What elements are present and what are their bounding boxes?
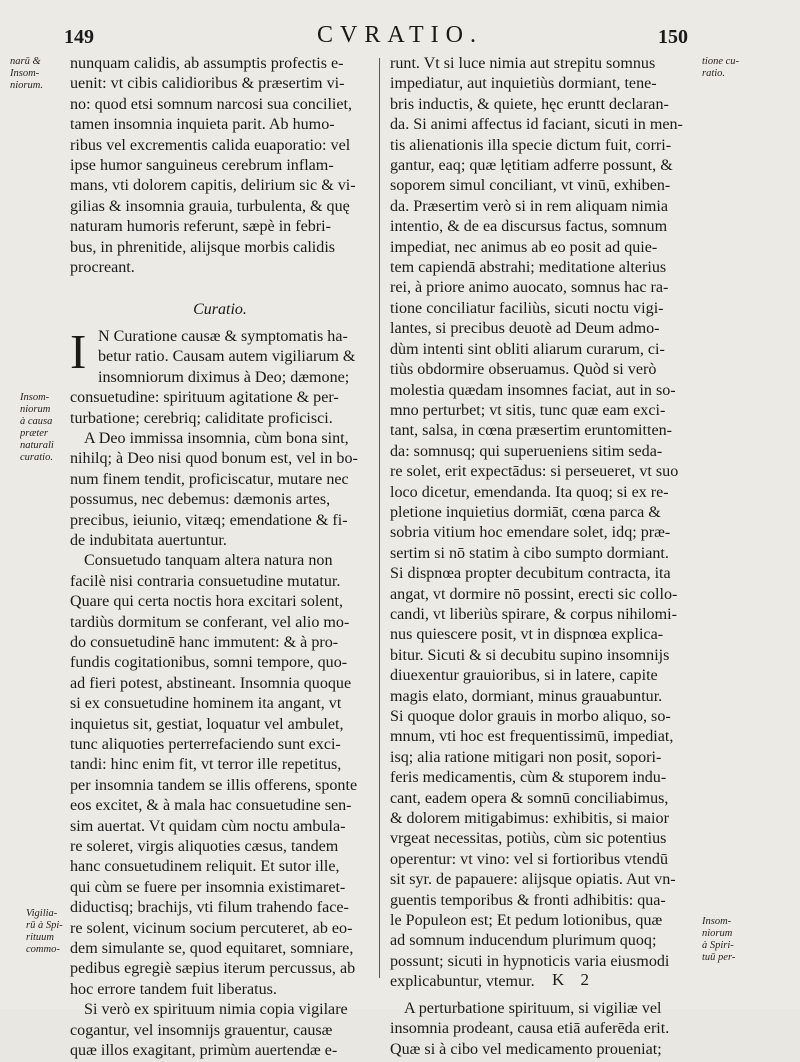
text-line: dem simulante se, quod equitaret, somniare, xyxy=(70,940,354,958)
text-line: commo- xyxy=(26,944,60,955)
column-divider xyxy=(379,58,380,978)
text-line: per insomnia tandem se illis offerens, sponte xyxy=(70,776,358,794)
text-line: Insom- xyxy=(10,68,40,79)
right-paragraph-1 xyxy=(390,54,698,993)
text-line: intentio, & de ea discursus factus, somnum xyxy=(390,218,668,236)
text-line: candi, vt liberiùs spirare, & corpus nihilomi- xyxy=(390,605,677,623)
text-line: niorum xyxy=(20,404,51,415)
text-line: bitur. Sicuti & si decubitu supino insomnijs xyxy=(390,646,670,664)
text-line: cogantur, vel insomnijs grauentur, causæ xyxy=(70,1021,333,1039)
text-line: rituum xyxy=(26,932,55,943)
text-line: A perturbatione spirituum, si vigiliæ vel xyxy=(404,999,662,1017)
text-line: diductisq; brachijs, vti filum trahendo face- xyxy=(70,899,349,917)
text-line: sim auertat. Vt quidam cùm noctu ambula- xyxy=(70,817,346,835)
text-line: Insom- xyxy=(20,392,50,403)
text-line: da: somnusq; qui superueniens sitim seda- xyxy=(390,442,663,460)
left-paragraph-4 xyxy=(70,551,370,1000)
text-line: num finem tendit, proficiscatur, mutare nec xyxy=(70,470,349,488)
text-line: betur ratio. Causam autem vigiliarum & xyxy=(98,348,356,366)
text-line: turbatione; cerebriq; caliditate proficisci. xyxy=(70,409,333,427)
text-line: sertim si nō statim à cibo sumpto dormiant. xyxy=(390,544,669,562)
text-line: do consuetudinē hanc immutent: & à pro- xyxy=(70,633,339,651)
text-line: no: quod etsi somnum narcosi sua conciliet, xyxy=(70,95,353,113)
text-line: insomniorum diximus à Deo; dæmone; xyxy=(98,368,350,386)
text-line: angat, vt dormire nō possint, erecti sic collo- xyxy=(390,585,678,603)
text-line: curatio. xyxy=(20,452,53,463)
text-line: gantur, eaq; quæ lętitiam adferre possunt, & xyxy=(390,157,673,175)
text-line: nunquam calidis, ab assumptis profectis e- xyxy=(70,55,344,72)
text-line: magis elato, dormiant, minus grauabuntur. xyxy=(390,687,663,705)
text-line: le Populeon est; Et pedum lotionibus, quæ xyxy=(390,912,663,930)
text-line: molestia quædam insomnes faciat, aut in so- xyxy=(390,381,676,399)
left-paragraph-1 xyxy=(70,54,370,278)
text-line: mno perturbet; vt sitis, tunc quæ eam exci- xyxy=(390,401,666,419)
text-line: bus, in phrenitide, alijsque morbis calidis xyxy=(70,238,336,256)
left-page-number: 149 xyxy=(64,26,94,48)
running-header xyxy=(0,22,800,52)
left-paragraph-5 xyxy=(70,1000,370,1061)
text-line: diuexentur grauioribus, si in latere, capite xyxy=(390,667,658,685)
text-line: vrgeat necessitas, potiùs, cùm sic potentius xyxy=(390,830,667,848)
text-line: consuetudine: spirituum agitatione & per- xyxy=(70,389,339,407)
text-line: narū & xyxy=(10,56,41,67)
text-line: rū à Spi- xyxy=(26,920,63,931)
right-column xyxy=(390,54,698,1060)
text-line: tuū per- xyxy=(702,952,736,963)
text-line: naturam humoris referunt, sæpè in febri- xyxy=(70,218,331,236)
text-line: A Deo immissa insomnia, cùm bona sint, xyxy=(84,429,349,447)
text-line: feris medicamentis, cùm & stuporem indu- xyxy=(390,769,667,787)
text-line: ad fieri potest, abstineant. Insomnia quoque xyxy=(70,674,352,692)
text-line: ad somnum inducendum plurimum quoq; xyxy=(390,932,657,950)
text-line: tione cu- xyxy=(702,56,740,67)
text-line: niorum. xyxy=(10,80,43,91)
text-line: loco dicetur, emendanda. Ita quoq; si ex re- xyxy=(390,483,669,501)
text-line: mans, vti dolorem capitis, delirium sic & vi- xyxy=(70,177,356,195)
text-line: possunt; sicuti in hypnoticis varia eiusmodi xyxy=(390,952,670,970)
margin-note-mid-left xyxy=(20,392,54,464)
text-line: quæ illos exagitant, primùm auertendæ e- xyxy=(70,1042,338,1060)
text-line: nus quiescere posit, vt in dispnœa explica- xyxy=(390,626,664,644)
text-line: re soleret, virgis aliquoties cæsus, tandem xyxy=(70,838,339,856)
text-line: qui cùm se fuere per insomnia existimaret- xyxy=(70,878,346,896)
text-line: cant, eadem opera & somnū conciliabimus, xyxy=(390,789,669,807)
text-line: fundis cogitationibus, somni tempore, quo- xyxy=(70,654,348,672)
text-line: procreant. xyxy=(70,259,135,277)
text-line: si ex consuetudine hominem ita angant, vt xyxy=(70,695,342,713)
right-page-number: 150 xyxy=(658,26,688,48)
text-line: ribus vel excrementis calida euaporatio: vel xyxy=(70,136,351,154)
text-line: & dolorem mitigabimus: exhibitis, si maior xyxy=(390,810,669,828)
text-line: isq; alia ratione mitigari non posit, sopori- xyxy=(390,748,662,766)
right-paragraph-2 xyxy=(390,999,698,1060)
text-line: guentis temporibus & fronti adhibitis: qua- xyxy=(390,891,666,909)
text-line: lantes, si precibus deuotè ad Deum admo- xyxy=(390,320,660,338)
text-line: Consuetudo tanquam altera natura non xyxy=(84,552,333,570)
left-paragraph-3 xyxy=(70,429,370,551)
text-line: operentur: vt vino: vel si fortioribus vtendū xyxy=(390,850,669,868)
text-line: niorum xyxy=(702,928,733,939)
text-line: præter xyxy=(20,428,49,439)
text-line: N Curatione causæ & symptomatis ha- xyxy=(98,327,348,345)
drop-cap: I xyxy=(70,323,87,379)
text-line: possumus, nec debemus: dæmonis artes, xyxy=(70,491,331,509)
text-line: à Spiri- xyxy=(702,940,734,951)
text-line: tiùs obdormire obseruamus. Quòd si verò xyxy=(390,361,657,379)
text-line: eos excitet, & à mala hac consuetudine sen- xyxy=(70,797,352,815)
text-line: Si dispnœa propter decubitum contracta, ita xyxy=(390,565,671,583)
margin-note-bottom-right xyxy=(702,916,735,964)
text-line: inquietus sit, gestiat, loquatur vel ambulet, xyxy=(70,715,344,733)
text-line: tione conciliatur faciliùs, sicuti noctu vigi- xyxy=(390,299,664,317)
margin-note-top-left xyxy=(10,56,43,92)
text-line: da. Præsertim verò si in rem aliquam nimia xyxy=(390,197,669,215)
text-line: tamen insomnia inquieta parit. Ab humo- xyxy=(70,116,335,134)
text-line: impediat, nec animus ab eo posit ad quie- xyxy=(390,238,658,256)
text-line: facilè nisi contraria consuetudine mutatur. xyxy=(70,572,341,590)
text-line: uenit: vt cibis calidioribus & præsertim vi- xyxy=(70,75,345,93)
text-line: pletione inquietius dormiāt, cœna parca & xyxy=(390,503,661,521)
text-line: tunc aliquoties perterrefaciendo sunt exci- xyxy=(70,736,341,753)
text-line: Quæ si à cibo vel medicamento proueniat; xyxy=(390,1040,662,1058)
margin-note-top-right xyxy=(702,56,739,80)
text-line: re solent, vicinum socium percuteret, ab eo- xyxy=(70,919,353,937)
signature-mark: K 2 xyxy=(552,970,596,989)
text-line: nihilq; à Deo nisi quod bonum est, vel in bo- xyxy=(70,450,358,468)
text-line: explicabuntur, vtemur. xyxy=(390,973,535,991)
left-column xyxy=(70,54,370,1062)
left-paragraph-2 xyxy=(70,323,370,429)
text-line: naturali xyxy=(20,440,54,451)
text-line: à causa xyxy=(20,416,53,427)
text-line: soporem simul conciliant, vt vinū, exhiben- xyxy=(390,177,671,195)
text-line: de indubitata auertuntur. xyxy=(70,531,227,549)
text-line: tem capiendā abstrahi; meditatione alterius xyxy=(390,259,667,277)
text-line: runt. Vt si luce nimia aut strepitu somnus xyxy=(390,55,656,72)
text-line: dùm intenti sint obliti aliarum curarum, ci- xyxy=(390,340,665,358)
text-line: precibus, ieiunio, vitæq; emendatione & fi- xyxy=(70,511,348,529)
text-line: bris inductis, & quiete, hęc eruntt declaran- xyxy=(390,95,669,113)
text-line: mnum, vti hoc est frequentissimū, impediat, xyxy=(390,728,674,746)
margin-note-bottom-left xyxy=(26,908,63,956)
text-line: tardiùs dormitum se conferant, vel alio mo- xyxy=(70,613,350,631)
text-line: tis alienationis illa specie dictum fuit, corri- xyxy=(390,136,672,154)
text-line: sobria vitium hoc emendare solet, idq; præ- xyxy=(390,524,671,542)
text-line: hoc errore tandem fuit liberatus. xyxy=(70,980,277,998)
text-line: tant, salsa, in cœna præsertim eruntomitten- xyxy=(390,422,673,440)
text-line: impediatur, aut inquietiùs dormiant, tene- xyxy=(390,75,657,93)
text-line: hanc consuetudinem reliquit. Et sutor ille, xyxy=(70,858,340,876)
text-line: Si verò ex spirituum nimia copia vigilare xyxy=(84,1001,348,1019)
text-line: pedibus egregiè sæpius iterum percussus, ab xyxy=(70,960,356,978)
text-line: rei, à priore animo auocato, somnus hac ra- xyxy=(390,279,669,297)
text-line: da. Si animi affectus id faciant, sicuti in men- xyxy=(390,116,683,134)
text-line: re solet, erit expectādus: si perseueret, vt suo xyxy=(390,463,679,481)
text-line: sit syr. de papauere: alijsque opiatis. Aut vn- xyxy=(390,871,676,889)
running-title: CVRATIO. xyxy=(316,22,483,48)
text-line: gilias & insomnia grauia, turbulenta, & quę xyxy=(70,197,350,215)
text-line: tandi: hinc enim fit, vt terror ille repetitus, xyxy=(70,756,342,774)
text-line: Vigilia- xyxy=(26,908,58,919)
text-line: Quare qui certa noctis hora excitari solent, xyxy=(70,593,344,611)
text-line: insomnia prodeant, causa etiā auferēda erit. xyxy=(390,1020,670,1038)
text-line: ratio. xyxy=(702,68,726,79)
text-line: Si quoque dolor grauis in morbo aliquo, so- xyxy=(390,708,671,725)
text-line: Insom- xyxy=(702,916,732,927)
section-heading: Curatio. xyxy=(193,301,247,319)
text-line: ipse humor sanguineus cerebrum inflam- xyxy=(70,157,334,175)
